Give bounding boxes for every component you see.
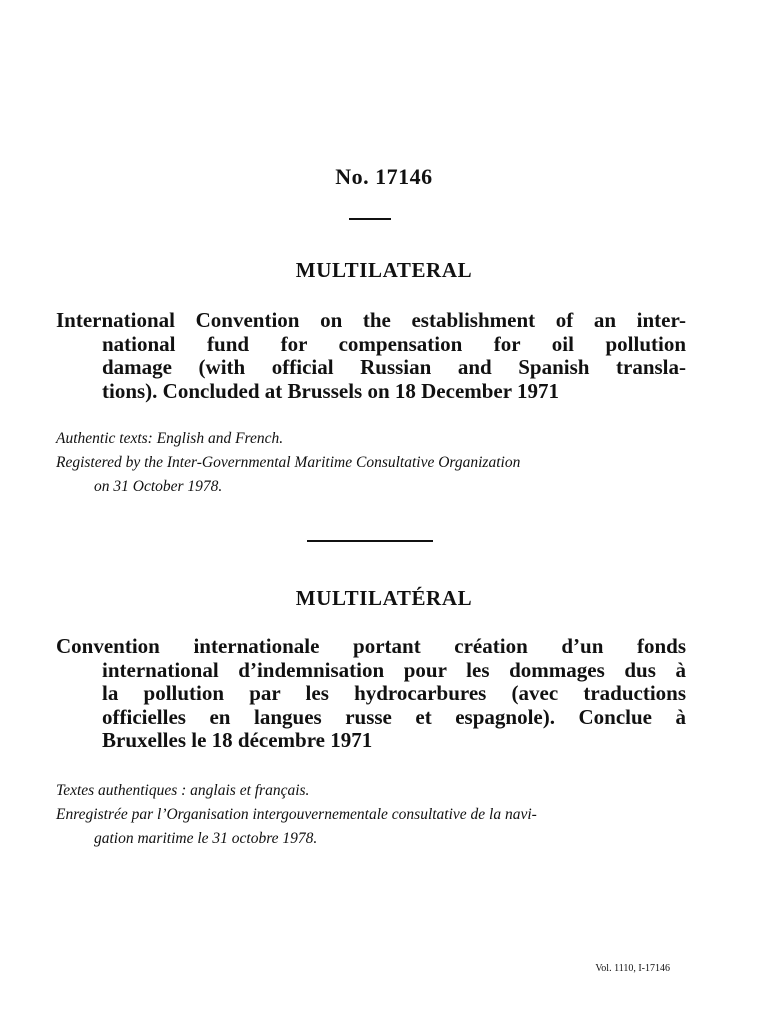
section-type-french: MULTILATÉRAL [295, 586, 473, 610]
registration-info-french [56, 779, 696, 851]
title-line: tions). Concluded at Brussels on 18 December 1971 [102, 378, 559, 403]
registration-date-line: gation maritime le 31 octobre 1978. [94, 830, 318, 847]
volume-reference: Vol. 1110, I-17146 [595, 963, 670, 974]
convention-title-english [56, 309, 686, 403]
long-divider [307, 540, 433, 542]
title-line: la pollution par les hydrocarbures (avec traductions [102, 681, 686, 705]
authentic-texts-line: Authentic texts: English and French. [56, 430, 284, 447]
section-type-english: MULTILATERAL [295, 258, 473, 282]
title-line: national fund for compensation for oil pollution [102, 331, 686, 356]
registration-line: Enregistrée par l’Organisation intergouvernementale consultative de la navi- [56, 806, 537, 823]
title-line: Bruxelles le 18 décembre 1971 [102, 728, 373, 752]
short-divider [349, 218, 391, 220]
document-number: No. 17146 [335, 164, 433, 189]
title-line: officielles en langues russe et espagnole). Conclue à [102, 704, 686, 729]
registration-info-english [56, 427, 696, 499]
convention-title-french [56, 635, 686, 753]
authentic-texts-line: Textes authentiques : anglais et français. [56, 782, 310, 799]
title-line: damage (with official Russian and Spanish transla- [102, 355, 686, 379]
title-line: International Convention on the establishment of an inter- [56, 308, 686, 332]
registration-date-line: on 31 October 1978. [94, 478, 223, 495]
title-line: international d’indemnisation pour les dommages dus à [102, 657, 686, 682]
title-line: Convention internationale portant création d’un fonds [56, 634, 686, 658]
registration-line: Registered by the Inter-Governmental Maritime Consultative Organization [56, 454, 521, 471]
